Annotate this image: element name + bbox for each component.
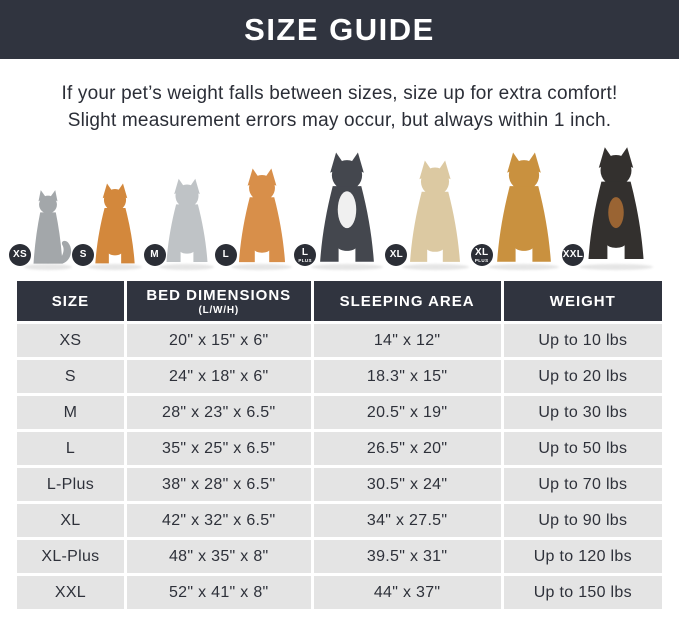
cell-size: M — [17, 396, 124, 429]
pet-shadow — [231, 264, 292, 270]
size-badge-xl: XL — [385, 244, 407, 266]
cell-bed-dimensions: 35" x 25" x 6.5" — [127, 432, 311, 465]
cell-size: XS — [17, 324, 124, 357]
cell-weight: Up to 10 lbs — [504, 324, 662, 357]
pet-shadow — [88, 264, 142, 270]
doberman-illustration-icon — [573, 141, 659, 267]
size-badge-xxl: XXL — [562, 244, 584, 266]
labrador-illustration-icon — [396, 157, 474, 267]
size-badge-l-plus: L PLUS — [294, 244, 316, 266]
size-badge-s: S — [72, 244, 94, 266]
cell-size: XL — [17, 504, 124, 537]
table-row-m — [17, 396, 662, 429]
cell-size: L — [17, 432, 124, 465]
size-badge-xs: XS — [9, 244, 31, 266]
pet-shadow — [159, 264, 213, 270]
cell-bed-dimensions: 48" x 35" x 8" — [127, 540, 311, 573]
cell-weight: Up to 50 lbs — [504, 432, 662, 465]
size-badge-l: L — [215, 244, 237, 266]
pet-shadow — [311, 264, 382, 270]
pet-french-bulldog-m — [150, 175, 219, 270]
cell-sleeping-area: 14" x 12" — [314, 324, 501, 357]
cell-size: XL-Plus — [17, 540, 124, 573]
pet-labrador-xl — [389, 157, 474, 270]
size-badge-xl-plus: XL PLUS — [471, 244, 493, 266]
cell-sleeping-area: 20.5" x 19" — [314, 396, 501, 429]
intro-line-1: If your pet’s weight falls between sizes, size up for extra comfort! — [61, 83, 618, 104]
golden-retriever-illustration-icon — [482, 149, 566, 267]
column-header-weight: WEIGHT — [504, 281, 662, 321]
pet-border-collie-l-plus — [298, 149, 389, 270]
pet-shadow — [24, 264, 72, 270]
pet-shiba-inu-l — [222, 165, 298, 270]
table-row-xxl — [17, 576, 662, 609]
size-chart-table — [14, 278, 665, 612]
pet-cat-xs — [13, 189, 76, 270]
cell-sleeping-area: 26.5" x 20" — [314, 432, 501, 465]
table-row-xl — [17, 504, 662, 537]
table-row-xl-plus — [17, 540, 662, 573]
column-header-sleeping-area: SLEEPING AREA — [314, 281, 501, 321]
table-row-xs — [17, 324, 662, 357]
cell-weight: Up to 30 lbs — [504, 396, 662, 429]
pet-pomeranian-s — [79, 181, 147, 270]
border-collie-illustration-icon — [305, 149, 389, 267]
table-row-l-plus — [17, 468, 662, 501]
pet-golden-retriever-xl-plus — [474, 149, 566, 270]
cell-weight: Up to 120 lbs — [504, 540, 662, 573]
column-header-bed-sub: (L/W/H) — [198, 304, 240, 316]
cell-weight: Up to 70 lbs — [504, 468, 662, 501]
cell-bed-dimensions: 24" x 18" x 6" — [127, 360, 311, 393]
cell-bed-dimensions: 20" x 15" x 6" — [127, 324, 311, 357]
pet-shadow — [402, 264, 468, 270]
title-bar — [0, 0, 679, 59]
column-header-size: SIZE — [17, 281, 124, 321]
cell-weight: Up to 150 lbs — [504, 576, 662, 609]
column-header-bed-dimensions: BED DIMENSIONS (L/W/H) — [127, 281, 311, 321]
cell-size: L-Plus — [17, 468, 124, 501]
size-badge-m: M — [144, 244, 166, 266]
cell-sleeping-area: 30.5" x 24" — [314, 468, 501, 501]
table-row-s — [17, 360, 662, 393]
cell-bed-dimensions: 28" x 23" x 6.5" — [127, 396, 311, 429]
cell-bed-dimensions: 52" x 41" x 8" — [127, 576, 311, 609]
page-title: SIZE GUIDE — [244, 11, 435, 47]
cell-bed-dimensions: 42" x 32" x 6.5" — [127, 504, 311, 537]
cell-size: S — [17, 360, 124, 393]
table-row-l — [17, 432, 662, 465]
pet-shadow — [579, 264, 652, 270]
cell-sleeping-area: 18.3" x 15" — [314, 360, 501, 393]
cell-bed-dimensions: 38" x 28" x 6.5" — [127, 468, 311, 501]
cell-sleeping-area: 39.5" x 31" — [314, 540, 501, 573]
cell-sleeping-area: 44" x 37" — [314, 576, 501, 609]
cell-weight: Up to 90 lbs — [504, 504, 662, 537]
pet-doberman-xxl — [562, 141, 659, 270]
intro-line-2: Slight measurement errors may occur, but always within 1 inch. — [67, 110, 612, 131]
intro-text — [8, 80, 671, 134]
cell-size: XXL — [17, 576, 124, 609]
cell-sleeping-area: 34" x 27.5" — [314, 504, 501, 537]
pet-shadow — [488, 264, 559, 270]
cell-weight: Up to 20 lbs — [504, 360, 662, 393]
table-header-row — [17, 281, 662, 321]
pet-size-illustrations — [13, 138, 659, 270]
